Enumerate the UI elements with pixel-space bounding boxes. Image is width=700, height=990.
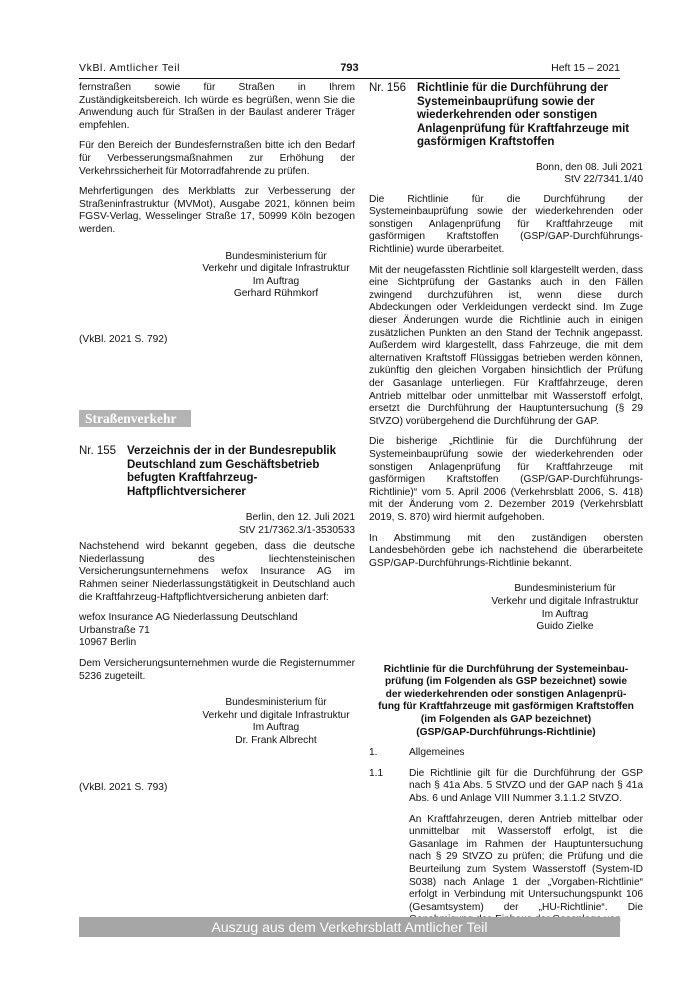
left-column (79, 82, 355, 347)
paragraph: fernstraßen sowie für Straßen in Ihrem Zuständigkeitsbereich. Ich würde es begrüßen, wenn Sie die Anwendung auch für Straßen in der Baulast anderer Träger empfehlen. (79, 82, 355, 131)
page-header (79, 60, 620, 79)
date-line: Berlin, den 12. Juli 2021 (245, 512, 355, 523)
reference: (VkBl. 2021 S. 793) (79, 781, 168, 793)
section-heading: Straßenverkehr (79, 410, 191, 427)
directive-title-line: Richtlinie für die Durchführung der Systemeinbau- (383, 663, 629, 675)
section-number: 1.1 (369, 767, 384, 779)
signature-block (369, 583, 643, 633)
signature-line: Verkehr und digitale Infrastruktur (491, 595, 639, 607)
paragraph: Dem Versicherungsunternehmen wurde die Registernummer 5236 zugeteilt. (79, 657, 355, 682)
footer-banner: Auszug aus dem Verkehrsblatt Amtlicher Teil (79, 917, 620, 937)
right-column (369, 82, 643, 935)
paragraph: Nachstehend wird bekannt gegeben, dass die deutsche Niederlassung des liechtensteinischen Versicherungsunternehmens wefox Insurance AG im Rahmen seiner Niederlassungstätigkeit in Deutschland auch die Kraftfahrzeug-Haftpflichtversicherung anbieten darf: (79, 541, 355, 603)
address-line: Urbanstraße 71 (79, 624, 150, 636)
nr-label: Nr. 156 (369, 82, 407, 94)
address-line: 10967 Berlin (79, 637, 137, 649)
issue-number: Heft 15 – 2021 (551, 62, 620, 74)
nr-title: Richtlinie für die Durchführung der Systemeinbauprüfung sowie der wiederkehrenden oder sonstigen Anlagenprüfung für Kraftfahrzeuge mit gasförmigen Kraftstoffen (417, 82, 630, 148)
date-line: Bonn, den 08. Juli 2021 (535, 161, 643, 173)
section-title: Allgemeines (409, 747, 465, 759)
paragraph: Die bisherige „Richtlinie für die Durchführung der Systemeinbauprüfung sowie der wiederkehrenden oder sonstigen Anlagenprüfung für Kraftfahrzeuge mit gasförmigen Kraftstoffen (GSP/GAP-Durchführungs-Richtlinie)“ vom 5. April 2006 (Verkehrsblatt 2006, S. 418) mit der Änderung vom 2. Dezember 2019 (Verkehrsblatt 2019, S. 870) wird hiermit aufgehoben. (369, 436, 643, 523)
paragraph: Die Richtlinie gilt für die Durchführung der GSP nach § 41a Abs. 5 StVZO und der GAP nach § 41a Abs. 6 und Anlage VIII Nummer 3.1.1.2 StVZO. (409, 767, 643, 805)
signature-name: Gerhard Rühmkorf (233, 288, 319, 300)
signature-line: Bundesministerium für (225, 697, 327, 709)
paragraph: Mehrfertigungen des Merkblatts zur Verbesserung der Straßeninfrastruktur (MVMot), Ausgabe 2021, können beim FGSV-Verlag, Wesselinger Straße 17, 50999 Köln bezogen werden. (79, 186, 355, 235)
section-1 (369, 747, 643, 760)
nr156-heading (369, 82, 643, 150)
file-reference: StV 22/7341.1/40 (564, 174, 643, 186)
reference: (VkBl. 2021 S. 792) (79, 333, 168, 345)
paragraph: An Kraftfahrzeugen, deren Antrieb mittelbar oder unmittelbar mit Wasserstoff erfolgt, ist die Gasanlage im Rahmen der Hauptuntersuchung nach § 29 StVZO zu prüfen; die Prüfung und die Beurteilung zum System Wasserstoff (System-ID S038) nach Anlage 1 der „Vorgaben-Richtlinie“ erfolgt in Verbindung mit Untersuchungspunkt 106 (Gesamtsystem) der „HU-Richtlinie“. Die (409, 813, 643, 913)
paragraph: Für den Bereich der Bundesfernstraßen bitte ich den Bedarf für Verbesserungsmaßnahmen zur Erhöhung der Verkehrssicherheit für Motorradfahrende zu prüfen. (79, 140, 355, 177)
directive-title-line: (GSP/GAP-Durchführungs-Richtlinie) (416, 726, 596, 738)
paragraph: Die Richtlinie für die Durchführung der Systemeinbauprüfung sowie der wiederkehrenden oder sonstigen Anlagenprüfung für Kraftfahrzeuge mit gasförmigen Kraftstoffen (GSP/GAP-Durchführungs-Richtlinie) wurde überarbeitet. (369, 193, 643, 256)
directive-title-line: prüfung (im Folgenden als GSP bezeichnet) sowie (384, 676, 628, 688)
signature-line: Im Auftrag (541, 608, 589, 620)
journal-name: VkBl. Amtlicher Teil (79, 62, 181, 74)
nr155-heading (79, 445, 355, 499)
signature-line: Verkehr und digitale Infrastruktur (202, 263, 350, 275)
address-line: wefox Insurance AG Niederlassung Deutschland (79, 612, 298, 624)
signature-line: Bundesministerium für (225, 250, 327, 262)
nr155-block (79, 445, 355, 794)
page-number: 793 (340, 62, 359, 74)
signature-line: Bundesministerium für (514, 583, 616, 595)
signature-line: Im Auftrag (252, 275, 300, 287)
signature-line: Verkehr und digitale Infrastruktur (202, 709, 350, 721)
file-reference: StV 21/7362.3/1-3530533 (238, 524, 355, 536)
signature-name: Guido Zielke (536, 621, 594, 633)
directive-title-line: der wiederkehrenden oder sonstigen Anlagenprü- (385, 688, 627, 700)
directive-title-line: (im Folgenden als GAP bezeichnet) (420, 714, 592, 726)
section-1-1 (369, 768, 643, 935)
directive-title (369, 664, 643, 740)
directive-title-line: fung für Kraftfahrzeuge mit gasförmigen Kraftstoffen (378, 701, 634, 713)
signature-block (79, 251, 355, 301)
nr-label: Nr. 155 (79, 445, 117, 457)
paragraph: Mit der neugefassten Richtlinie soll klargestellt werden, dass eine Sichtprüfung der Gastanks auch in den Fällen zwingend durchzuführen ist, wenn diese durch Abdeckungen oder Verkleidungen verdeckt sind. Im Zuge dieser Änderungen wurde die Richtlinie auch in einigen zusätzlichen Punkten an den Stand der Technik angepasst. Außerdem wird klargestellt, dass Fahrzeuge, die mit dem alternativen Kraftstoff Flüssiggas betrieben werden können, zukünftig den gleichen Vorgaben hinsichtlich der Prüfung der Gasanlage unterliegen. Für Kraftfahrzeuge, deren Antrieb mittelbar oder unmittelbar mit Wasserstoff erfolgt, ersetzt die Durchführung der Hauptuntersuchung (§ 29 StVZO) vorübergehend die Durchführung der GAP. (369, 264, 643, 427)
section-number: 1. (369, 747, 378, 759)
paragraph: In Abstimmung mit den zuständigen obersten Landesbehörden gebe ich nachstehend die überarbeitete GSP/GAP-Durchführungs-Richtlinie bekannt. (369, 532, 643, 569)
signature-block (79, 697, 355, 747)
nr-title: Verzeichnis der in der Bundesrepublik Deutschland zum Geschäftsbetrieb befugten Kraftfahrzeug-Haftpflichtversicherer (127, 445, 336, 498)
signature-line: Im Auftrag (252, 722, 300, 734)
signature-name: Dr. Frank Albrecht (235, 734, 317, 746)
